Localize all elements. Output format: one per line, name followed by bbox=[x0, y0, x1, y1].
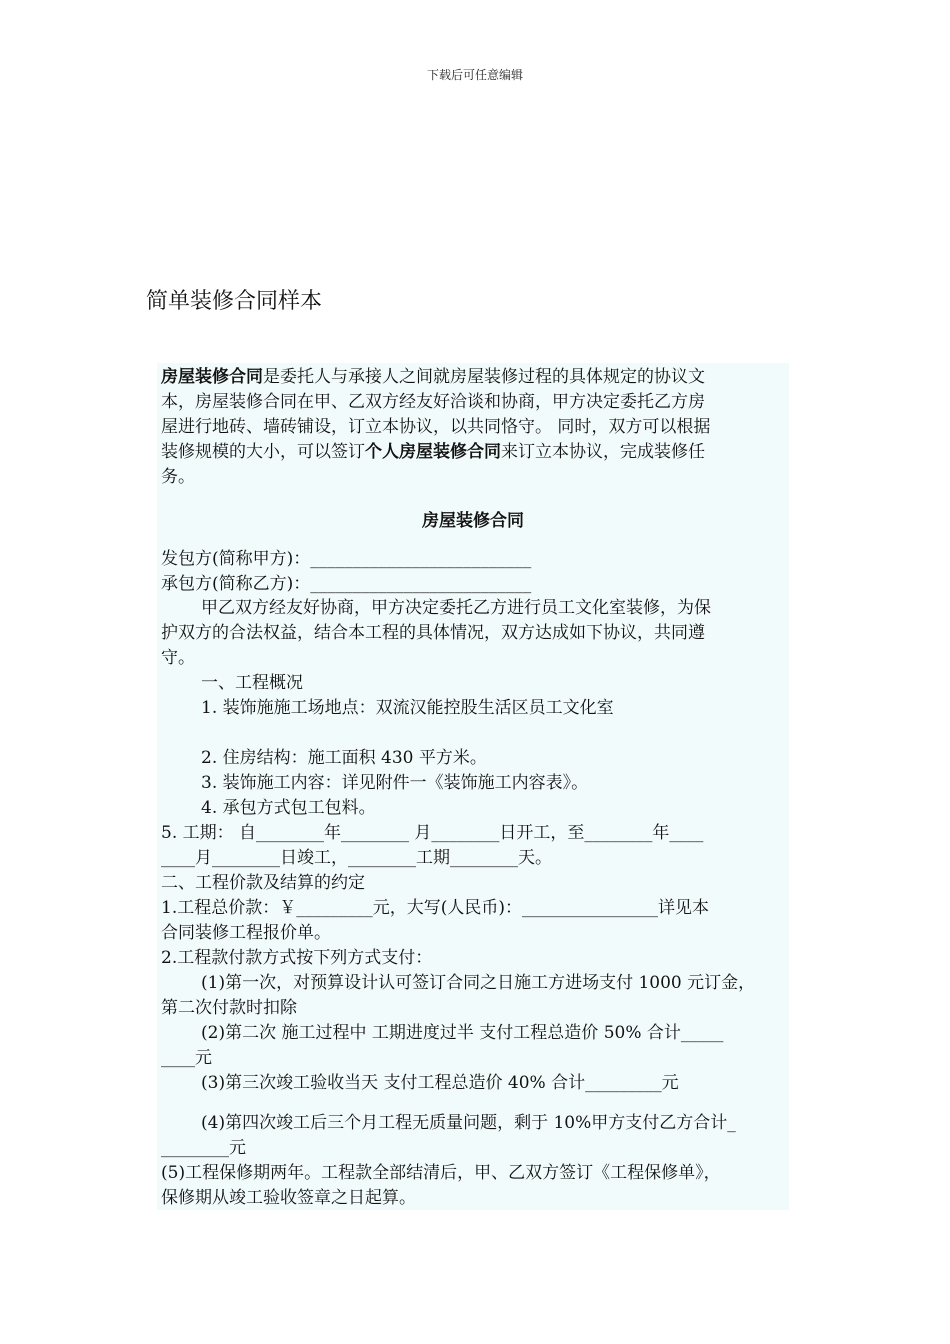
warranty-line-2: 保修期从竣工验收签章之日起算。 bbox=[161, 1188, 416, 1208]
section-2-item-1-line-2: 合同装修工程报价单。 bbox=[161, 923, 331, 943]
section-1-item-5-line-1: 5. 工期： 自________年________ 月________日开工，至________年____ bbox=[161, 823, 704, 843]
intro-text-4a: 装修规模的大小，可以签订 bbox=[161, 442, 365, 462]
intro-term-1: 房屋装修合同 bbox=[161, 367, 263, 387]
payment-2-line-1: (2)第二次 施工过程中 工期进度过半 支付工程总造价 50% 合计_____ bbox=[201, 1023, 724, 1043]
section-1-item-2: 2. 住房结构：施工面积 430 平方米。 bbox=[201, 748, 487, 768]
payment-1-line-2: 第二次付款时扣除 bbox=[161, 998, 297, 1018]
payment-1-line-1: (1)第一次，对预算设计认可签订合同之日施工方进场支付 1000 元订金， bbox=[201, 973, 756, 993]
party-b-line: 承包方(简称乙方)：__________________________ bbox=[161, 574, 532, 594]
payment-4-line-1: (4)第四次竣工后三个月工程无质量问题，剩于 10%甲方支付乙方合计_ bbox=[201, 1113, 736, 1133]
payment-4-line-2: ________元 bbox=[161, 1138, 246, 1158]
intro-line-3: 屋进行地砖、墙砖铺设，订立本协议，以共同恪守。 同时，双方可以根据 bbox=[161, 417, 711, 437]
intro-line-2: 本，房屋装修合同在甲、乙双方经友好洽谈和协商，甲方决定委托乙方房 bbox=[161, 392, 705, 412]
warranty-line-1: (5)工程保修期两年。工程款全部结清后，甲、乙双方签订《工程保修单》， bbox=[161, 1163, 721, 1183]
intro-text-1: 是委托人与承接人之间就房屋装修过程的具体规定的协议文 bbox=[263, 367, 705, 387]
section-2-item-2: 2.工程款付款方式按下列方式支付： bbox=[161, 948, 433, 968]
document-title: 简单装修合同样本 bbox=[146, 289, 323, 314]
contract-title: 房屋装修合同 bbox=[422, 511, 524, 531]
preamble-line-1: 甲乙双方经友好协商，甲方决定委托乙方进行员工文化室装修，为保 bbox=[201, 598, 711, 618]
payment-2-line-2: ____元 bbox=[161, 1048, 212, 1068]
section-2-heading: 二、工程价款及结算的约定 bbox=[161, 873, 365, 893]
payment-3: (3)第三次竣工验收当天 支付工程总造价 40% 合计_________元 bbox=[201, 1073, 679, 1093]
intro-line-1 bbox=[161, 365, 787, 390]
intro-line-4 bbox=[161, 440, 787, 465]
intro-text-4b: 来订立本协议，完成装修任 bbox=[501, 442, 705, 462]
content-box bbox=[157, 363, 789, 1210]
party-a-line: 发包方(简称甲方)：__________________________ bbox=[161, 549, 532, 569]
section-1-item-1: 1. 装饰施施工场地点：双流汉能控股生活区员工文化室 bbox=[201, 698, 614, 718]
header-note: 下载后可任意编辑 bbox=[426, 68, 523, 82]
intro-line-5: 务。 bbox=[161, 467, 195, 487]
preamble-line-3: 守。 bbox=[161, 648, 195, 668]
intro-term-2: 个人房屋装修合同 bbox=[365, 442, 501, 462]
section-2-item-1-line-1: 1.工程总价款：￥_________元，大写(人民币)：________________详见本 bbox=[161, 898, 709, 918]
section-1-item-3: 3. 装饰施工内容：详见附件一《装饰施工内容表》。 bbox=[201, 773, 589, 793]
section-1-heading: 一、工程概况 bbox=[201, 673, 303, 693]
section-1-item-5-line-2: ____月________日竣工，________工期________天。 bbox=[161, 848, 552, 868]
preamble-line-2: 护双方的合法权益，结合本工程的具体情况，双方达成如下协议，共同遵 bbox=[161, 623, 705, 643]
section-1-item-4: 4. 承包方式包工包料。 bbox=[201, 798, 376, 818]
